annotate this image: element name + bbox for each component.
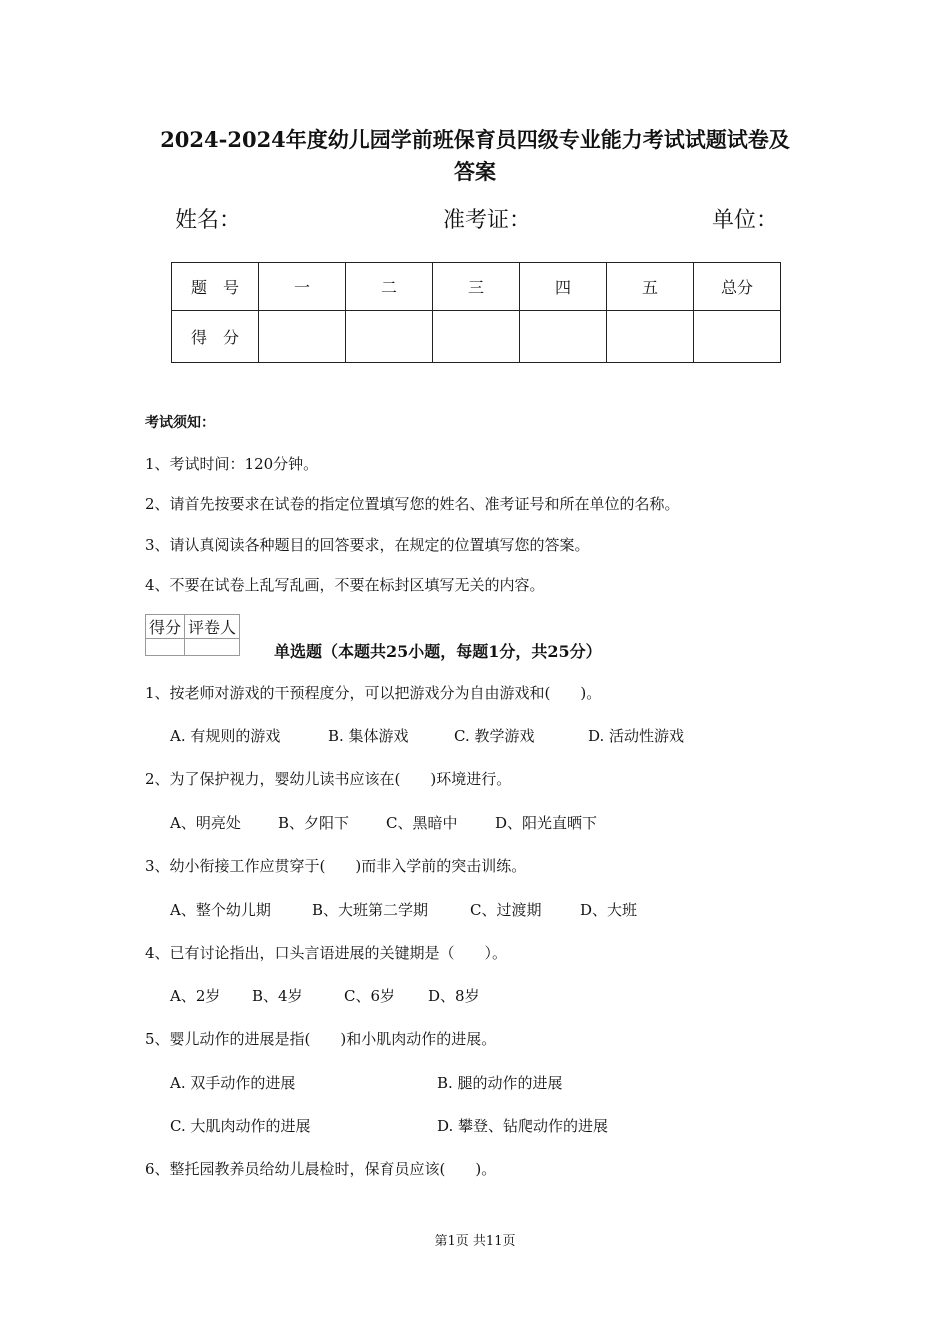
grader-score-cell	[146, 639, 185, 656]
name-label: 姓名：	[175, 208, 242, 233]
question-1-option-a: A. 有规则的游戏	[170, 727, 281, 745]
document-title	[100, 124, 850, 188]
score-col-2: 二	[346, 263, 433, 311]
question-4-option-d: D、8岁	[428, 987, 480, 1005]
score-cell-total	[694, 311, 781, 363]
score-table-header-row	[172, 263, 781, 311]
question-2-option-c: C、黑暗中	[386, 814, 458, 832]
question-4-option-c: C、6岁	[344, 987, 396, 1005]
question-2-stem: 2、为了保护视力，婴幼儿读书应该在( )环境进行。	[145, 770, 512, 788]
title-line-2: 答案	[454, 159, 496, 184]
score-col-3: 三	[433, 263, 520, 311]
notice-item-4: 4、不要在试卷上乱写乱画，不要在标封区填写无关的内容。	[145, 576, 545, 594]
score-col-total: 总分	[694, 263, 781, 311]
question-5-stem: 5、婴儿动作的进展是指( )和小肌肉动作的进展。	[145, 1030, 497, 1048]
question-4-option-a: A、2岁	[170, 987, 221, 1005]
page-footer: 第1页 共11页	[434, 1234, 516, 1249]
grader-box	[145, 614, 240, 656]
question-2-option-a: A、明亮处	[170, 814, 241, 832]
question-4-stem: 4、已有讨论指出，口头言语进展的关键期是（ ）。	[145, 944, 508, 962]
score-cell-4	[520, 311, 607, 363]
question-5-option-a: A. 双手动作的进展	[170, 1074, 296, 1092]
score-col-5: 五	[607, 263, 694, 311]
exam-id-label: 准考证：	[443, 208, 532, 233]
score-cell-3	[433, 311, 520, 363]
question-1-option-d: D. 活动性游戏	[588, 727, 685, 745]
score-cell-1	[259, 311, 346, 363]
unit-label: 单位：	[712, 208, 779, 233]
grader-name-cell	[185, 639, 240, 656]
notice-item-2: 2、请首先按要求在试卷的指定位置填写您的姓名、准考证号和所在单位的名称。	[145, 495, 680, 513]
score-table-score-row	[172, 311, 781, 363]
score-table-header-label: 题 号	[172, 263, 259, 311]
question-5-option-b: B. 腿的动作的进展	[437, 1074, 563, 1092]
grader-box-blank	[146, 639, 240, 656]
question-2-option-d: D、阳光直晒下	[495, 814, 598, 832]
question-3-stem: 3、幼小衔接工作应贯穿于( )而非入学前的突击训练。	[145, 857, 527, 875]
question-3-option-a: A、整个幼儿期	[170, 901, 271, 919]
question-4-option-b: B、4岁	[252, 987, 303, 1005]
section-title: 单选题（本题共25小题，每题1分，共25分）	[274, 642, 602, 661]
question-3-option-c: C、过渡期	[470, 901, 542, 919]
title-line-1: 2024-2024年度幼儿园学前班保育员四级专业能力考试试题试卷及	[160, 127, 790, 152]
score-table	[171, 262, 781, 363]
question-5-option-c: C. 大肌肉动作的进展	[170, 1117, 311, 1135]
question-3-option-b: B、大班第二学期	[312, 901, 429, 919]
score-col-4: 四	[520, 263, 607, 311]
question-6-stem: 6、整托园教养员给幼儿晨检时，保育员应该( )。	[145, 1160, 497, 1178]
grader-name-label: 评卷人	[185, 615, 240, 639]
notice-heading: 考试须知：	[145, 415, 215, 431]
score-table-row-label: 得 分	[172, 311, 259, 363]
question-2-option-b: B、夕阳下	[278, 814, 350, 832]
question-3-option-d: D、大班	[580, 901, 638, 919]
question-1-option-c: C. 教学游戏	[454, 727, 535, 745]
grader-box-header	[146, 615, 240, 639]
question-1-option-b: B. 集体游戏	[328, 727, 409, 745]
question-1-stem: 1、按老师对游戏的干预程度分，可以把游戏分为自由游戏和( )。	[145, 684, 602, 702]
score-cell-2	[346, 311, 433, 363]
grader-score-label: 得分	[146, 615, 185, 639]
score-col-1: 一	[259, 263, 346, 311]
notice-item-1: 1、考试时间：120分钟。	[145, 455, 319, 473]
notice-item-3: 3、请认真阅读各种题目的回答要求，在规定的位置填写您的答案。	[145, 536, 590, 554]
question-5-option-d: D. 攀登、钻爬动作的进展	[437, 1117, 609, 1135]
score-cell-5	[607, 311, 694, 363]
